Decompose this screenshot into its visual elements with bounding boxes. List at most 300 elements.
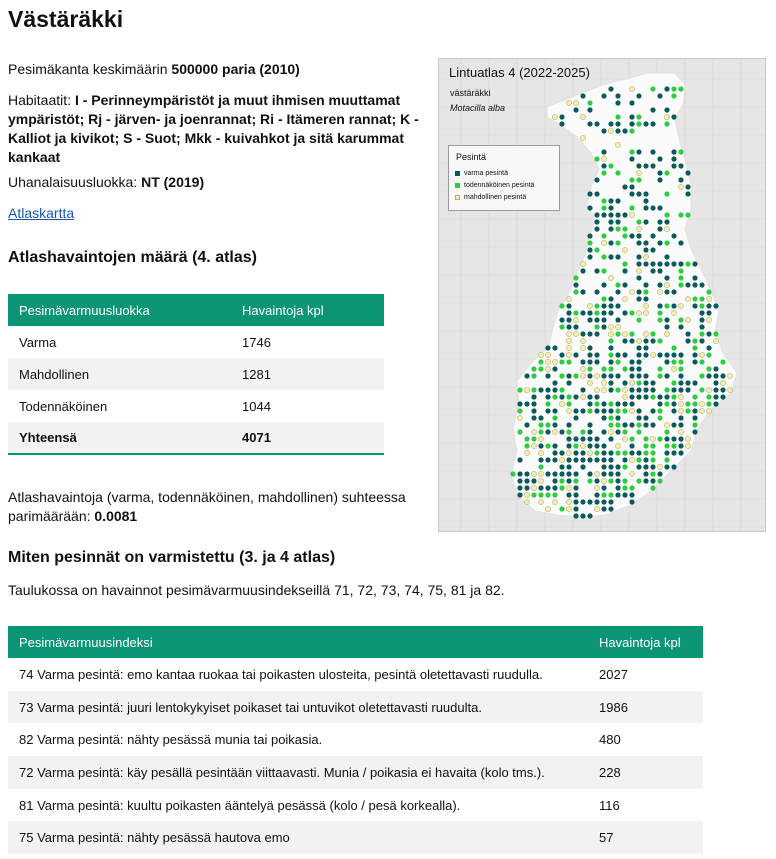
page-title: Västäräkki [8,6,124,32]
observation-dot [678,401,683,406]
observation-dot [706,366,711,371]
observation-dot [699,373,704,378]
observation-dot [601,198,606,203]
observation-dot [545,366,550,371]
observation-dot [664,121,669,126]
observation-dot [664,464,669,469]
observation-dot [678,436,683,441]
observation-dot [538,471,543,476]
observation-dot [594,373,599,378]
observation-dot [545,471,550,476]
observation-dot [643,331,648,336]
observation-dot [678,240,683,245]
observation-dot [524,373,529,378]
observation-dot [643,310,648,315]
observation-dot [594,352,599,357]
observation-dot [692,380,697,385]
observation-dot [608,450,613,455]
observation-dot [706,373,711,378]
observation-dot [608,226,613,231]
observation-dot [629,450,634,455]
observation-dot [636,352,641,357]
observation-dot [671,387,676,392]
observation-dot [657,226,662,231]
observation-dot [538,450,543,455]
observation-dot [622,226,627,231]
observation-dot [601,296,606,301]
table-cell: Yhteensä [8,422,231,454]
table-row [8,789,703,822]
observation-dot [636,380,641,385]
observation-dot [601,240,606,245]
observation-dot [566,380,571,385]
observation-dot [699,359,704,364]
observation-dot [622,282,627,287]
observation-dot [629,205,634,210]
population-text [8,60,300,79]
observation-dot [538,352,543,357]
observation-dot [601,156,606,161]
observation-dot [594,359,599,364]
observation-dot [636,177,641,182]
observation-dot [573,415,578,420]
observation-dot [720,373,725,378]
observation-dot [643,254,648,259]
observation-dot [566,492,571,497]
observation-dot [566,303,571,308]
observation-dot [580,408,585,413]
observation-dot [573,513,578,518]
observation-dot [699,387,704,392]
observation-dot [587,422,592,427]
table-cell: 1044 [242,398,271,414]
observation-dot [594,492,599,497]
observation-dot [615,478,620,483]
observation-dot [573,310,578,315]
observation-dot [545,492,550,497]
observation-dot [601,268,606,273]
observation-dot [566,324,571,329]
observation-dot [601,450,606,455]
observation-dot [587,408,592,413]
observation-dot [580,359,585,364]
observation-dot [657,303,662,308]
observation-dot [650,149,655,154]
observation-dot [517,408,522,413]
observation-dot [643,422,648,427]
observation-dot [650,205,655,210]
observation-dot [622,492,627,497]
observation-dot [657,310,662,315]
observation-dot [636,114,641,119]
observation-dot [692,408,697,413]
observation-dot [643,205,648,210]
observation-dot [636,366,641,371]
observation-dot [559,471,564,476]
observation-dot [594,219,599,224]
observation-dot [650,485,655,490]
observation-dot [531,443,536,448]
table-cell: 74 Varma pesintä: emo kantaa ruokaa tai poikasten ulosteita, pesintä oletettavasti ruudulla. [19,666,543,682]
observation-dot [713,303,718,308]
threat-value: NT (2019) [141,174,205,190]
observation-dot [608,464,613,469]
observation-dot [615,485,620,490]
observation-dot [615,352,620,357]
table-row [8,756,703,789]
observation-dot [671,261,676,266]
observation-dot [587,254,592,259]
observation-dot [727,387,732,392]
observation-dot [601,415,606,420]
observation-dot [713,366,718,371]
observation-dot [608,296,613,301]
observation-dot [671,436,676,441]
observation-dot [594,436,599,441]
ratio-text [8,488,428,526]
observation-dot [629,485,634,490]
observation-dot [601,492,606,497]
observation-dot [531,415,536,420]
observation-dot [629,177,634,182]
observation-dot [629,457,634,462]
observation-dot [601,282,606,287]
observation-dot [573,373,578,378]
observation-dot [671,408,676,413]
observation-dot [615,170,620,175]
observation-dot [559,373,564,378]
observation-dot [580,261,585,266]
observation-dot [615,415,620,420]
observation-dot [601,149,606,154]
observation-dot [685,443,690,448]
observation-dot [650,233,655,238]
observation-dot [531,394,536,399]
legend-item-possible [455,194,526,201]
observation-dot [580,513,585,518]
observation-dot [580,135,585,140]
observation-dot [622,478,627,483]
observation-dot [622,338,627,343]
observation-dot [657,317,662,322]
observation-dot [671,303,676,308]
observation-dot [713,387,718,392]
observation-dot [671,394,676,399]
observation-dot [573,331,578,336]
observation-dot [580,338,585,343]
observation-dot [685,184,690,189]
observation-dot [678,443,683,448]
observation-dot [629,366,634,371]
observation-dot [566,331,571,336]
observation-dot [629,387,634,392]
observation-dot [552,478,557,483]
observation-dot [559,352,564,357]
observation-dot [601,212,606,217]
observation-dot [587,233,592,238]
observation-dot [580,331,585,336]
observation-dot [671,401,676,406]
observation-dot [587,366,592,371]
observation-dot [559,401,564,406]
observation-dot [587,247,592,252]
observation-dot [629,408,634,413]
table-row [8,658,703,691]
observation-dot [664,317,669,322]
observation-dot [671,380,676,385]
observation-dot [594,485,599,490]
observation-dot [706,310,711,315]
table-cell: 1986 [588,691,703,724]
observation-dot [552,387,557,392]
table-total-row [8,422,384,454]
observation-dot [671,352,676,357]
observation-dot [636,359,641,364]
observation-dot [608,128,613,133]
observation-dot [622,380,627,385]
observation-dot [573,506,578,511]
observation-dot [657,415,662,420]
observation-dot [517,457,522,462]
observation-dot [601,401,606,406]
observation-dot [643,121,648,126]
observation-dot [664,261,669,266]
observation-dot [678,380,683,385]
observation-dot [629,471,634,476]
observation-dot [692,394,697,399]
observation-dot [615,387,620,392]
observation-dot [615,373,620,378]
observation-dot [615,212,620,217]
observation-dot [608,324,613,329]
observation-dot [538,436,543,441]
observation-dot [538,422,543,427]
map-legend [448,145,560,211]
observation-dot [615,492,620,497]
observation-dot [587,303,592,308]
observation-dot [643,198,648,203]
observation-dot [650,352,655,357]
observation-dot [601,366,606,371]
table-header-row [8,294,384,326]
observation-dot [594,478,599,483]
observation-dot [545,401,550,406]
observation-dot [629,128,634,133]
observation-dot [664,373,669,378]
habitat-text [8,91,436,167]
table-cell: Varma [19,334,57,350]
observation-dot [538,478,543,483]
legend-label: varma pesintä [464,170,508,177]
observation-dot [587,443,592,448]
observation-dot [629,121,634,126]
observation-dot [699,338,704,343]
observation-dot [573,275,578,280]
observation-dot [692,429,697,434]
observation-dot [678,450,683,455]
observation-dot [622,450,627,455]
observation-dot [650,422,655,427]
observation-dot [517,478,522,483]
observation-dot [594,394,599,399]
observation-dot [629,331,634,336]
observation-dot [664,170,669,175]
observation-dot [650,121,655,126]
observation-dot [650,457,655,462]
observation-dot [545,394,550,399]
observation-dot [559,485,564,490]
observation-dot [517,492,522,497]
observation-dot [615,359,620,364]
observation-dot [573,282,578,287]
observation-dot [622,184,627,189]
observation-dot [671,149,676,154]
observation-dot [692,352,697,357]
observation-dot [594,177,599,182]
observation-dot [650,247,655,252]
observation-dot [713,380,718,385]
observation-dot [538,485,543,490]
observation-dot [573,317,578,322]
observation-dot [587,394,592,399]
observation-dot [615,100,620,105]
observation-dot [552,485,557,490]
observation-dot [587,499,592,504]
observation-dot [587,205,592,210]
observation-dot [524,450,529,455]
column-header: Havaintoja kpl [231,294,384,326]
observation-dot [615,240,620,245]
observation-dot [531,471,536,476]
observation-dot [629,86,634,91]
observation-dot [545,457,550,462]
observation-dot [608,240,613,245]
observation-dot [643,436,648,441]
observation-dot [545,345,550,350]
observation-dot [720,394,725,399]
map-title: Lintuatlas 4 (2022-2025) [449,65,590,80]
observation-dot [629,149,634,154]
observation-dot [622,366,627,371]
observation-dot [671,310,676,315]
observation-dot [650,443,655,448]
observation-dot [608,212,613,217]
observation-dot [629,310,634,315]
observation-dot [608,121,613,126]
observation-dot [538,366,543,371]
observation-dot [643,282,648,287]
observation-dot [664,359,669,364]
observation-dot [692,401,697,406]
observation-dot [629,401,634,406]
observation-dot [594,331,599,336]
observation-dot [671,86,676,91]
observation-dot [650,464,655,469]
observation-dot [580,457,585,462]
observation-dot [601,478,606,483]
observation-dot [580,93,585,98]
observation-dot [622,233,627,238]
observation-dot [573,492,578,497]
observation-dot [601,233,606,238]
observation-dot [636,268,641,273]
observation-dot [559,114,564,119]
atlas-map-link[interactable]: Atlaskartta [8,205,75,221]
observation-dot [636,149,641,154]
observation-dot [587,471,592,476]
legend-title: Pesintä [456,152,487,162]
observation-dot [671,156,676,161]
observation-dot [650,450,655,455]
observation-dot [601,317,606,322]
observation-dot [622,457,627,462]
observation-dot [622,436,627,441]
observation-dot [671,464,676,469]
observation-dot [657,282,662,287]
observation-dot [552,499,557,504]
legend-swatch [455,171,460,176]
observation-dot [685,170,690,175]
observation-dot [601,324,606,329]
observation-dot [580,114,585,119]
observation-dot [650,331,655,336]
observation-dot [699,282,704,287]
observation-dot [545,422,550,427]
observation-dot [615,324,620,329]
observation-dot [657,170,662,175]
observation-dot [559,317,564,322]
observation-dot [545,359,550,364]
observation-dot [678,394,683,399]
observation-dot [643,163,648,168]
observation-dot [608,345,613,350]
observation-dot [601,387,606,392]
observation-dot [692,261,697,266]
observation-dot [685,212,690,217]
observation-dot [531,436,536,441]
observation-dot [636,464,641,469]
observation-dot [643,380,648,385]
observation-dot [622,401,627,406]
observation-dot [664,450,669,455]
atlas-map[interactable] [438,58,766,532]
observation-dot [601,408,606,413]
table-header-row [8,626,703,658]
observation-dot [636,121,641,126]
observation-dot [664,429,669,434]
observation-dot [622,261,627,266]
observation-dot [608,436,613,441]
observation-dot [643,296,648,301]
observation-dot [573,107,578,112]
observation-dot [650,268,655,273]
observation-dot [650,387,655,392]
observation-dot [692,422,697,427]
table-cell: 228 [588,756,703,789]
observation-dot [650,394,655,399]
observation-dot [706,331,711,336]
observation-dot [552,492,557,497]
observation-dot [629,499,634,504]
observation-dot [671,422,676,427]
observation-dot [685,408,690,413]
observation-dot [622,247,627,252]
legend-item-confirmed [455,170,508,177]
observation-dot [538,359,543,364]
observation-dot [643,387,648,392]
observation-dot [629,394,634,399]
observation-dot [566,317,571,322]
